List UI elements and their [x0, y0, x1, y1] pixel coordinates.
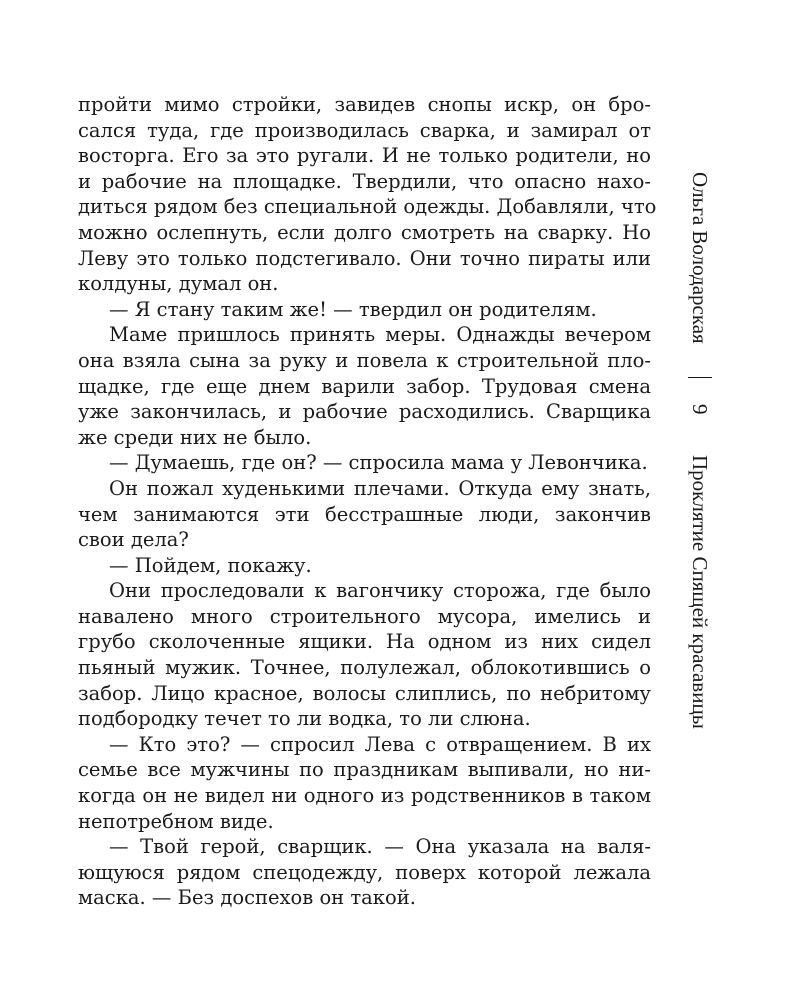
text-line: же среди них не было. [78, 425, 312, 449]
text-line: ющуюся рядом спецодежду, поверх которой лежала [78, 860, 651, 884]
text-line: Он пожал худенькими плечами. Откуда ему знать, [109, 476, 651, 500]
text-line: грубо сколоченные ящики. На одном из них сидел [78, 630, 651, 654]
text-line: семье все мужчины по праздникам выпивали, но ни- [78, 758, 651, 782]
text-line: сался туда, где производилась сварка, и замирал от [78, 118, 651, 142]
text-line: можно ослепнуть, если долго смотреть на сварку. Но [78, 220, 651, 244]
running-head-title: Проклятие Спящей красавицы [688, 455, 712, 729]
text-line: забор. Лицо красное, волосы слиплись, по небритому [78, 681, 651, 705]
text-line: Леву это только подстегивало. Они точно пираты или [78, 246, 651, 270]
text-line: и рабочие на площадке. Твердили, что опасно нахо- [78, 169, 651, 193]
text-line: колдуны, думал он. [78, 272, 279, 296]
text-line: восторга. Его за это ругали. И не только родители, но [78, 144, 651, 168]
text-line: щадке, где еще днем варили забор. Трудовая смена [78, 374, 651, 398]
text-line: навалено много строительного мусора, имелись и [78, 604, 651, 628]
body-text [78, 92, 657, 911]
text-line: диться рядом без специальной одежды. Добавляли, что [78, 195, 657, 219]
text-line: подбородку течет то ли водка, то ли слюна. [78, 707, 531, 731]
text-line: — Я стану таким же! — твердил он родителям. [109, 297, 597, 321]
text-line: чем занимаются эти бесстрашные люди, закончив [78, 502, 651, 526]
text-line: — Кто это? — спросил Лева с отвращением. В их [109, 732, 651, 756]
text-line: когда он не видел ни одного из родственников в таком [78, 784, 651, 808]
text-line: уже закончилась, и рабочие расходились. Сварщика [78, 400, 651, 424]
text-line: маска. — Без доспехов он такой. [78, 886, 416, 910]
text-line: — Пойдем, покажу. [109, 553, 312, 577]
text-line: она взяла сына за руку и повела к строительной пло- [78, 348, 651, 372]
text-line: Маме пришлось принять меры. Однажды вечером [109, 323, 651, 347]
running-head-author: Ольга Володарская [688, 172, 712, 344]
text-line: Они проследовали к вагончику сторожа, где было [109, 579, 651, 603]
text-line: свои дела? [78, 528, 189, 552]
text-line: пьяный мужик. Точнее, полулежал, облокотившись о [78, 656, 651, 680]
text-line: непотребном виде. [78, 809, 274, 833]
text-line: — Думаешь, где он? — спросила мама у Левончика. [109, 451, 648, 475]
text-line: — Твой герой, сварщик. — Она указала на валя- [109, 835, 651, 859]
running-head-divider [688, 377, 712, 378]
page-number: 9 [688, 404, 712, 415]
text-line: пройти мимо стройки, завидев снопы искр, он бро- [78, 93, 651, 116]
